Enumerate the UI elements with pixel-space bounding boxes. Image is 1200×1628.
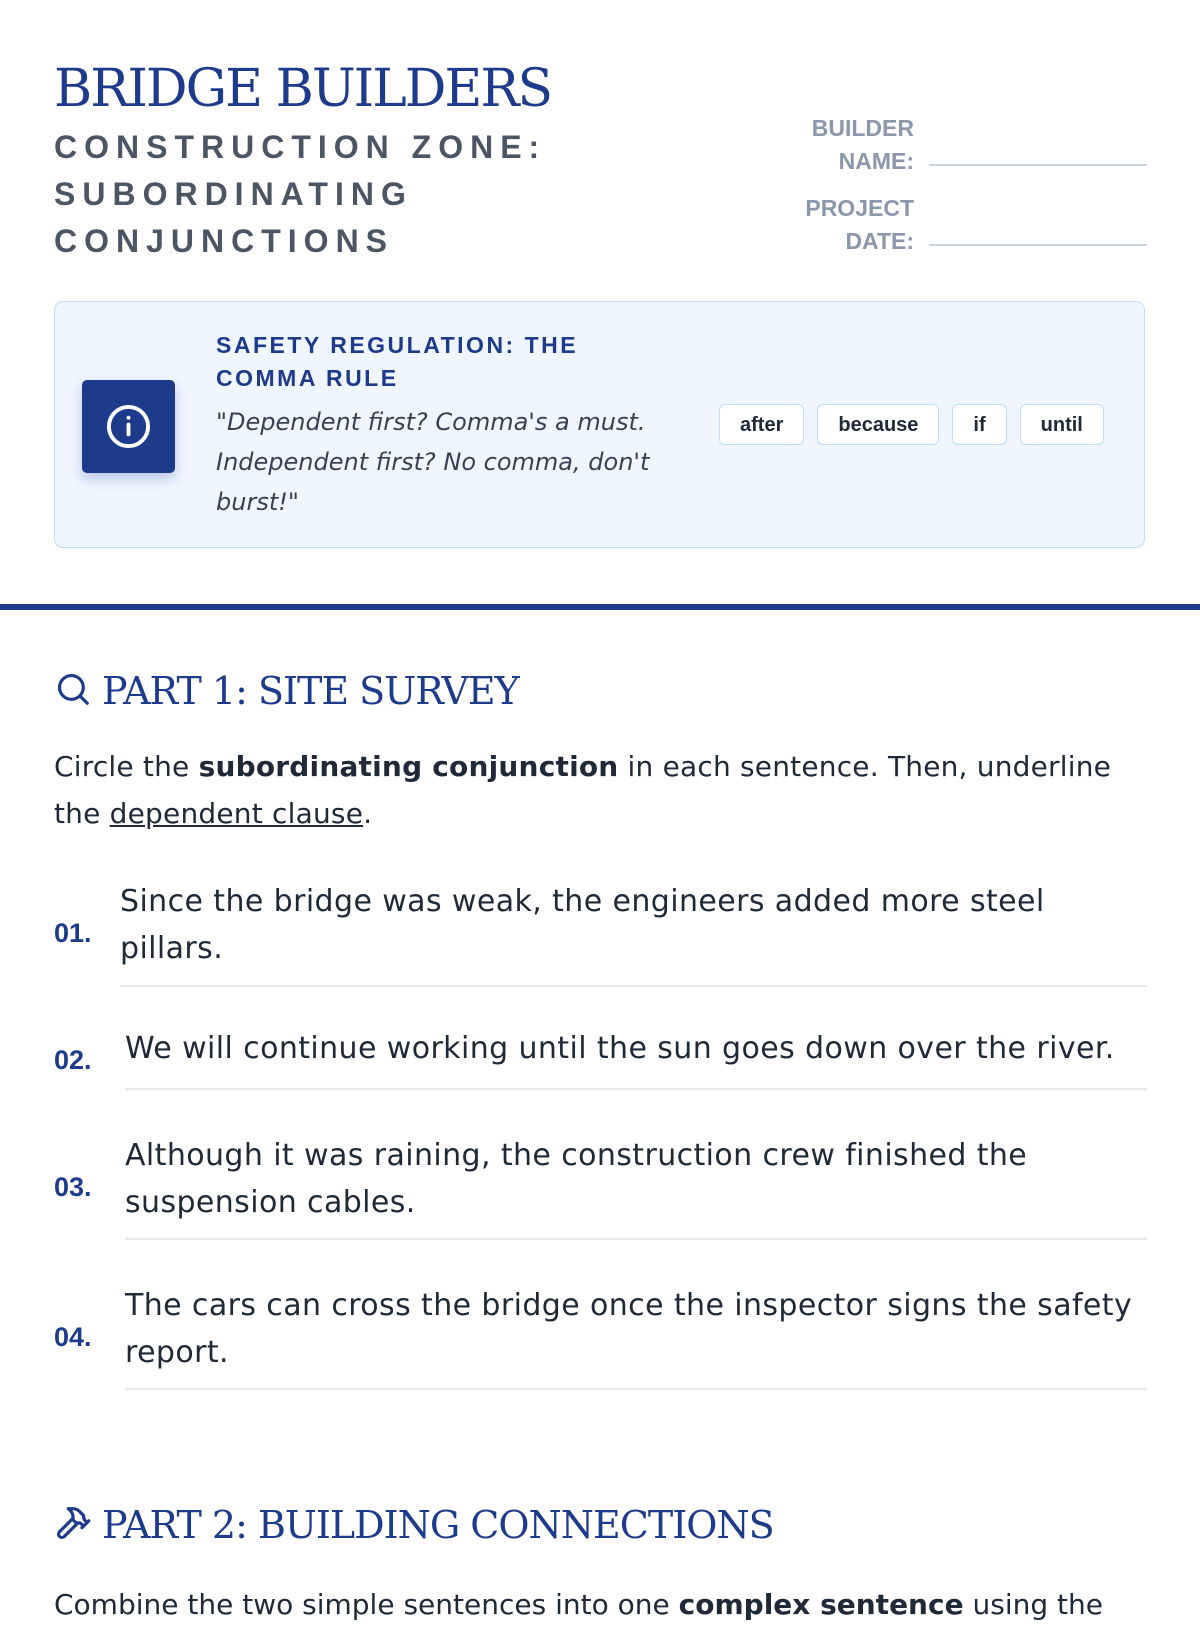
part1-title: PART 1: SITE SURVEY [102, 669, 519, 713]
question-1 [54, 874, 1147, 988]
instructions-underline: dependent clause [109, 797, 364, 830]
question-number: 02. [54, 1045, 92, 1075]
question-number: 01. [54, 918, 92, 948]
part1-heading [54, 666, 519, 716]
info-icon [105, 403, 152, 450]
project-date-line[interactable] [929, 244, 1147, 246]
question-text[interactable]: Although it was raining, the construction crew finished the suspension cables. [125, 1138, 1028, 1220]
student-info-fields [734, 112, 1147, 272]
part2-title: PART 2: BUILDING CONNECTIONS [102, 1503, 774, 1547]
part2-heading [54, 1500, 774, 1550]
question-text[interactable]: The cars can cross the bridge once the inspector signs the safety report. [125, 1288, 1133, 1370]
question-text[interactable]: We will continue working until the sun goes down over the river. [125, 1031, 1115, 1066]
instructions-text: in each sentence. Then, underline the [54, 750, 1112, 830]
conjunction-tags [719, 404, 1104, 445]
part2-instructions [54, 1581, 1154, 1628]
tag-until: until [1020, 404, 1104, 445]
tag-because: because [817, 404, 939, 445]
question-2 [54, 1025, 1147, 1091]
builder-name-label: BUILDER NAME: [811, 115, 914, 174]
question-number: 03. [54, 1172, 92, 1202]
worksheet-title: BRIDGE BUILDERS [54, 59, 552, 119]
tag-if: if [952, 404, 1006, 445]
part1-instructions [54, 743, 1154, 837]
answer-line [125, 1238, 1147, 1240]
intro-text: Combine the two simple sentences into one [54, 1588, 679, 1621]
question-number: 04. [54, 1322, 92, 1352]
instructions-text: Circle the [54, 750, 199, 783]
question-4 [54, 1278, 1147, 1392]
builder-name-line[interactable] [929, 164, 1147, 166]
tag-after: after [719, 404, 804, 445]
project-date-field[interactable] [734, 192, 1147, 272]
safety-regulation-box [54, 301, 1145, 548]
notice-title: SAFETY REGULATION: THE COMMA RULE [216, 332, 579, 391]
intro-text: using the [963, 1588, 1103, 1621]
builder-name-field[interactable] [734, 112, 1147, 192]
answer-line [120, 985, 1147, 987]
comma-rule-quote: "Dependent first? Comma's a must. Independent first? No comma, don't burst!" [216, 408, 650, 516]
instructions-bold: subordinating conjunction [198, 750, 619, 783]
answer-line [125, 1388, 1147, 1390]
intro-bold: complex sentence [678, 1588, 964, 1621]
answer-line [125, 1088, 1147, 1090]
worksheet-header [54, 0, 1147, 280]
info-icon-box [82, 380, 175, 473]
project-date-label: PROJECT DATE: [805, 195, 914, 254]
question-text[interactable]: Since the bridge was weak, the engineers added more steel pillars. [120, 884, 1045, 966]
question-3 [54, 1128, 1147, 1242]
instructions-text: . [363, 797, 373, 830]
hammer-icon [54, 1504, 92, 1542]
section-divider [0, 604, 1200, 610]
worksheet-subtitle: CONSTRUCTION ZONE: SUBORDINATING CONJUNCTIONS [54, 129, 547, 259]
search-icon [54, 670, 92, 708]
